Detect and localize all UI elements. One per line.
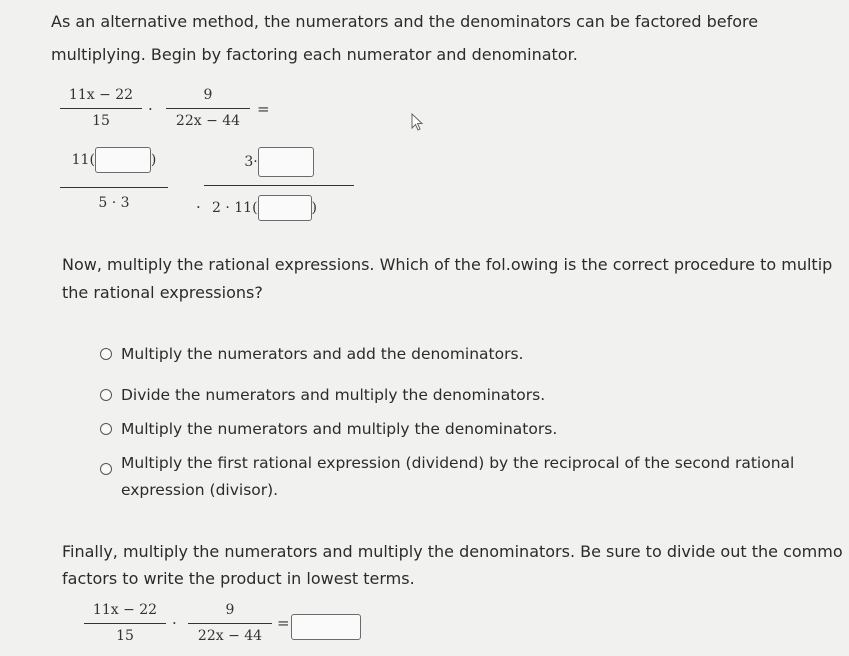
equals-sign: = [277, 614, 290, 632]
multiply-dot: · [148, 100, 153, 118]
factored-fraction-2 [204, 147, 354, 227]
final-line-1: Finally, multiply the numerators and multiply the denominators. Be sure to divide out the commo [62, 542, 843, 561]
factored-frac2-denominator [204, 195, 354, 221]
factored-frac1-denominator: 5 · 3 [98, 195, 130, 211]
expr2-frac2-denominator: 22x − 44 [197, 628, 263, 644]
option-3-label[interactable]: Multiply the numerators and multiply the denominators. [121, 420, 558, 438]
mouse-cursor-icon [411, 113, 425, 131]
expr1-frac1-numerator: 11x − 22 [68, 87, 134, 103]
expr1-frac2-denominator: 22x − 44 [175, 113, 241, 129]
factored-frac1-numerator [60, 147, 168, 173]
factored-frac1-prefix: 11( [71, 152, 95, 168]
factored-frac1-suffix: ) [150, 152, 157, 168]
option-4-label-line-1[interactable]: Multiply the first rational expression (dividend) by the reciprocal of the second rational [121, 454, 795, 472]
factored-frac2-den-suffix: ) [311, 200, 318, 216]
intro-line-2: multiplying. Begin by factoring each numerator and denominator. [51, 45, 578, 64]
factored-fraction-1 [60, 147, 168, 217]
answer-box-2[interactable] [258, 147, 314, 177]
final-line-2: factors to write the product in lowest terms. [62, 569, 415, 588]
fraction-bar [84, 623, 166, 624]
fraction-bar [166, 108, 250, 109]
factored-frac2-prefix: 3· [244, 154, 258, 170]
expr2-frac2-numerator: 9 [225, 602, 235, 618]
multiply-dot: · [172, 614, 177, 632]
option-2-label[interactable]: Divide the numerators and multiply the denominators. [121, 386, 546, 404]
expr1-frac2-numerator: 9 [203, 87, 213, 103]
option-4-label-line-2[interactable]: expression (divisor). [121, 481, 279, 499]
factored-frac2-numerator [204, 147, 354, 177]
factored-frac2-den-prefix: 2 · 11( [212, 200, 258, 216]
expr1-frac1-denominator: 15 [92, 113, 110, 129]
expr2-frac1-numerator: 11x − 22 [92, 602, 158, 618]
expr2-frac1-denominator: 15 [116, 628, 134, 644]
question-line-2: the rational expressions? [62, 283, 263, 302]
equals-sign: = [257, 100, 270, 118]
multiply-dot: · [196, 198, 201, 216]
option-1-label[interactable]: Multiply the numerators and add the denominators. [121, 345, 524, 363]
fraction-bar [188, 623, 272, 624]
expr1-fraction-2 [166, 87, 250, 137]
answer-box-1[interactable] [95, 147, 151, 173]
option-2-radio[interactable] [100, 389, 112, 401]
expr2-fraction-1 [84, 602, 166, 652]
expr2-fraction-2 [188, 602, 272, 652]
option-1-radio[interactable] [100, 348, 112, 360]
option-4-radio[interactable] [100, 463, 112, 475]
fraction-bar [204, 185, 354, 186]
question-line-1: Now, multiply the rational expressions. Which of the fol.owing is the correct procedure to multip [62, 255, 833, 274]
intro-line-1: As an alternative method, the numerators and the denominators can be factored before [51, 12, 759, 31]
answer-box-3[interactable] [258, 195, 312, 221]
final-answer-box[interactable] [291, 614, 361, 640]
fraction-bar [60, 187, 168, 188]
fraction-bar [60, 108, 142, 109]
option-3-radio[interactable] [100, 423, 112, 435]
expr1-fraction-1 [60, 87, 142, 137]
